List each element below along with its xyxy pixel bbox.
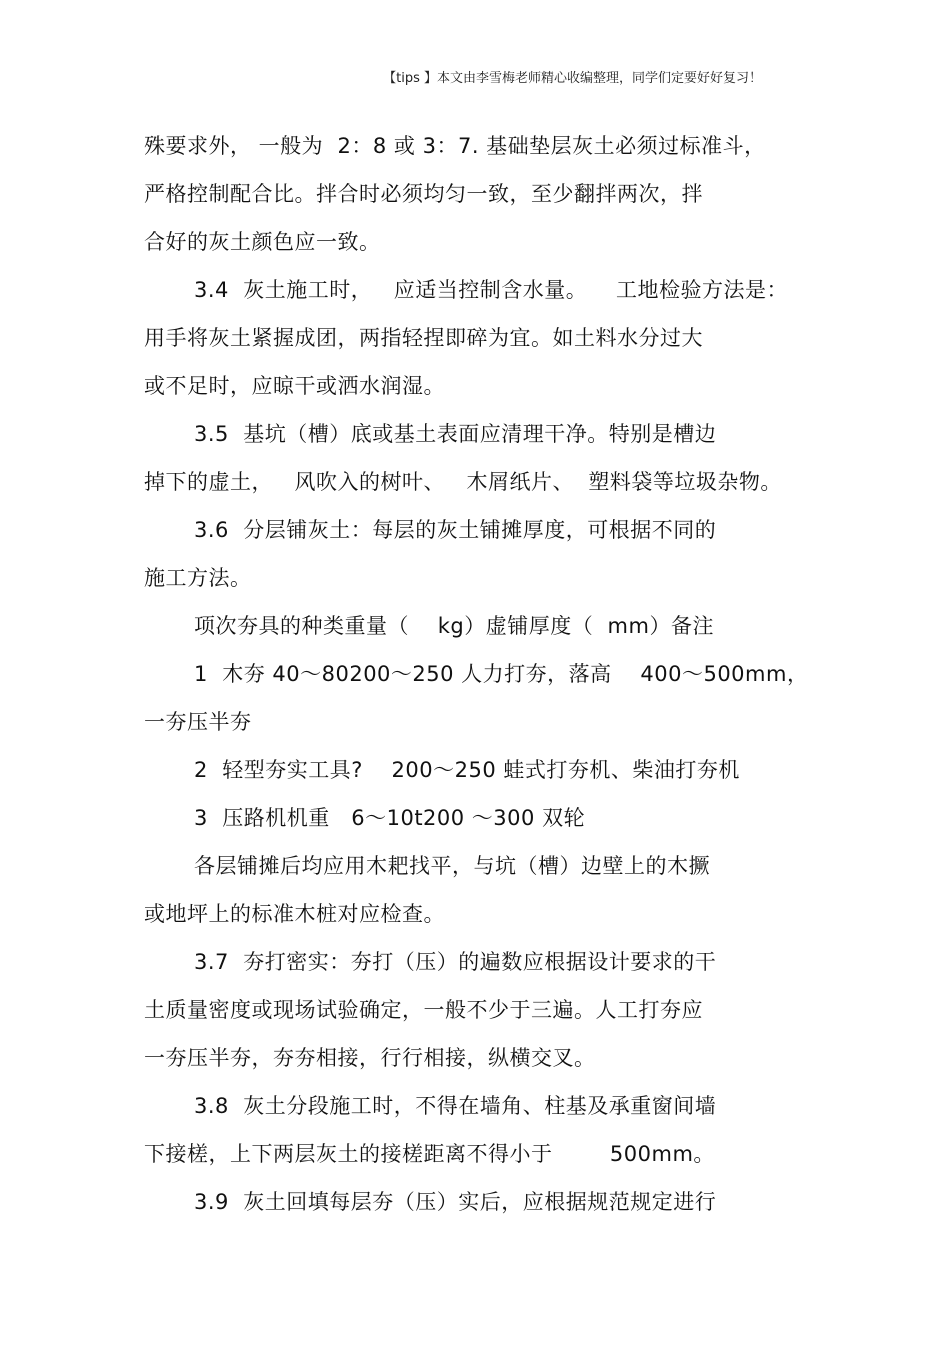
text-line: 项次夯具的种类重量（ kg）虚铺厚度（ mm）备注 [194, 614, 714, 638]
text-line: 或不足时，应晾干或洒水润湿。 [144, 374, 445, 398]
text-line: 下接槎，上下两层灰土的接槎距离不得小于 500mm。 [144, 1142, 715, 1166]
text-line: 1 木夯 40～80200～250 人力打夯，落高 400～500mm， [194, 662, 809, 686]
text-line: 合好的灰土颜色应一致。 [144, 230, 381, 254]
text-line: 3.9 灰土回填每层夯（压）实后，应根据规范规定进行 [194, 1190, 717, 1214]
text-line: 用手将灰土紧握成团，两指轻捏即碎为宜。如土料水分过大 [144, 326, 703, 350]
text-line: 3 压路机机重 6～10t200 ～300 双轮 [194, 806, 586, 830]
text-line: 3.8 灰土分段施工时，不得在墙角、柱基及承重窗间墙 [194, 1094, 717, 1118]
text-line: 土质量密度或现场试验确定，一般不少于三遍。人工打夯应 [144, 998, 703, 1022]
text-line: 3.6 分层铺灰土：每层的灰土铺摊厚度，可根据不同的 [194, 518, 717, 542]
text-line: 3.5 基坑（槽）底或基土表面应清理干净。特别是槽边 [194, 422, 717, 446]
text-line: 各层铺摊后均应用木耙找平，与坑（槽）边壁上的木撅 [194, 854, 710, 878]
text-line: 3.4 灰土施工时， 应适当控制含水量。 工地检验方法是： [194, 278, 788, 302]
text-line: 2 轻型夯实工具? 200～250 蛙式打夯机、柴油打夯机 [194, 758, 740, 782]
text-line: 或地坪上的标准木桩对应检查。 [144, 902, 445, 926]
page-header-tip: 【tips 】本文由李雪梅老师精心收编整理，同学们定要好好复习！ [383, 71, 762, 86]
text-line: 严格控制配合比。拌合时必须均匀一致，至少翻拌两次，拌 [144, 182, 703, 206]
text-line: 一夯压半夯，夯夯相接，行行相接，纵横交叉。 [144, 1046, 596, 1070]
text-line: 殊要求外， 一般为 2：8 或 3：7. 基础垫层灰土必须过标准斗， [144, 134, 766, 158]
text-line: 一夯压半夯 [144, 710, 252, 734]
text-line: 3.7 夯打密实：夯打（压）的遍数应根据设计要求的干 [194, 950, 717, 974]
text-line: 施工方法。 [144, 566, 252, 590]
text-line: 掉下的虚土， 风吹入的树叶、 木屑纸片、 塑料袋等垃圾杂物。 [144, 470, 782, 494]
